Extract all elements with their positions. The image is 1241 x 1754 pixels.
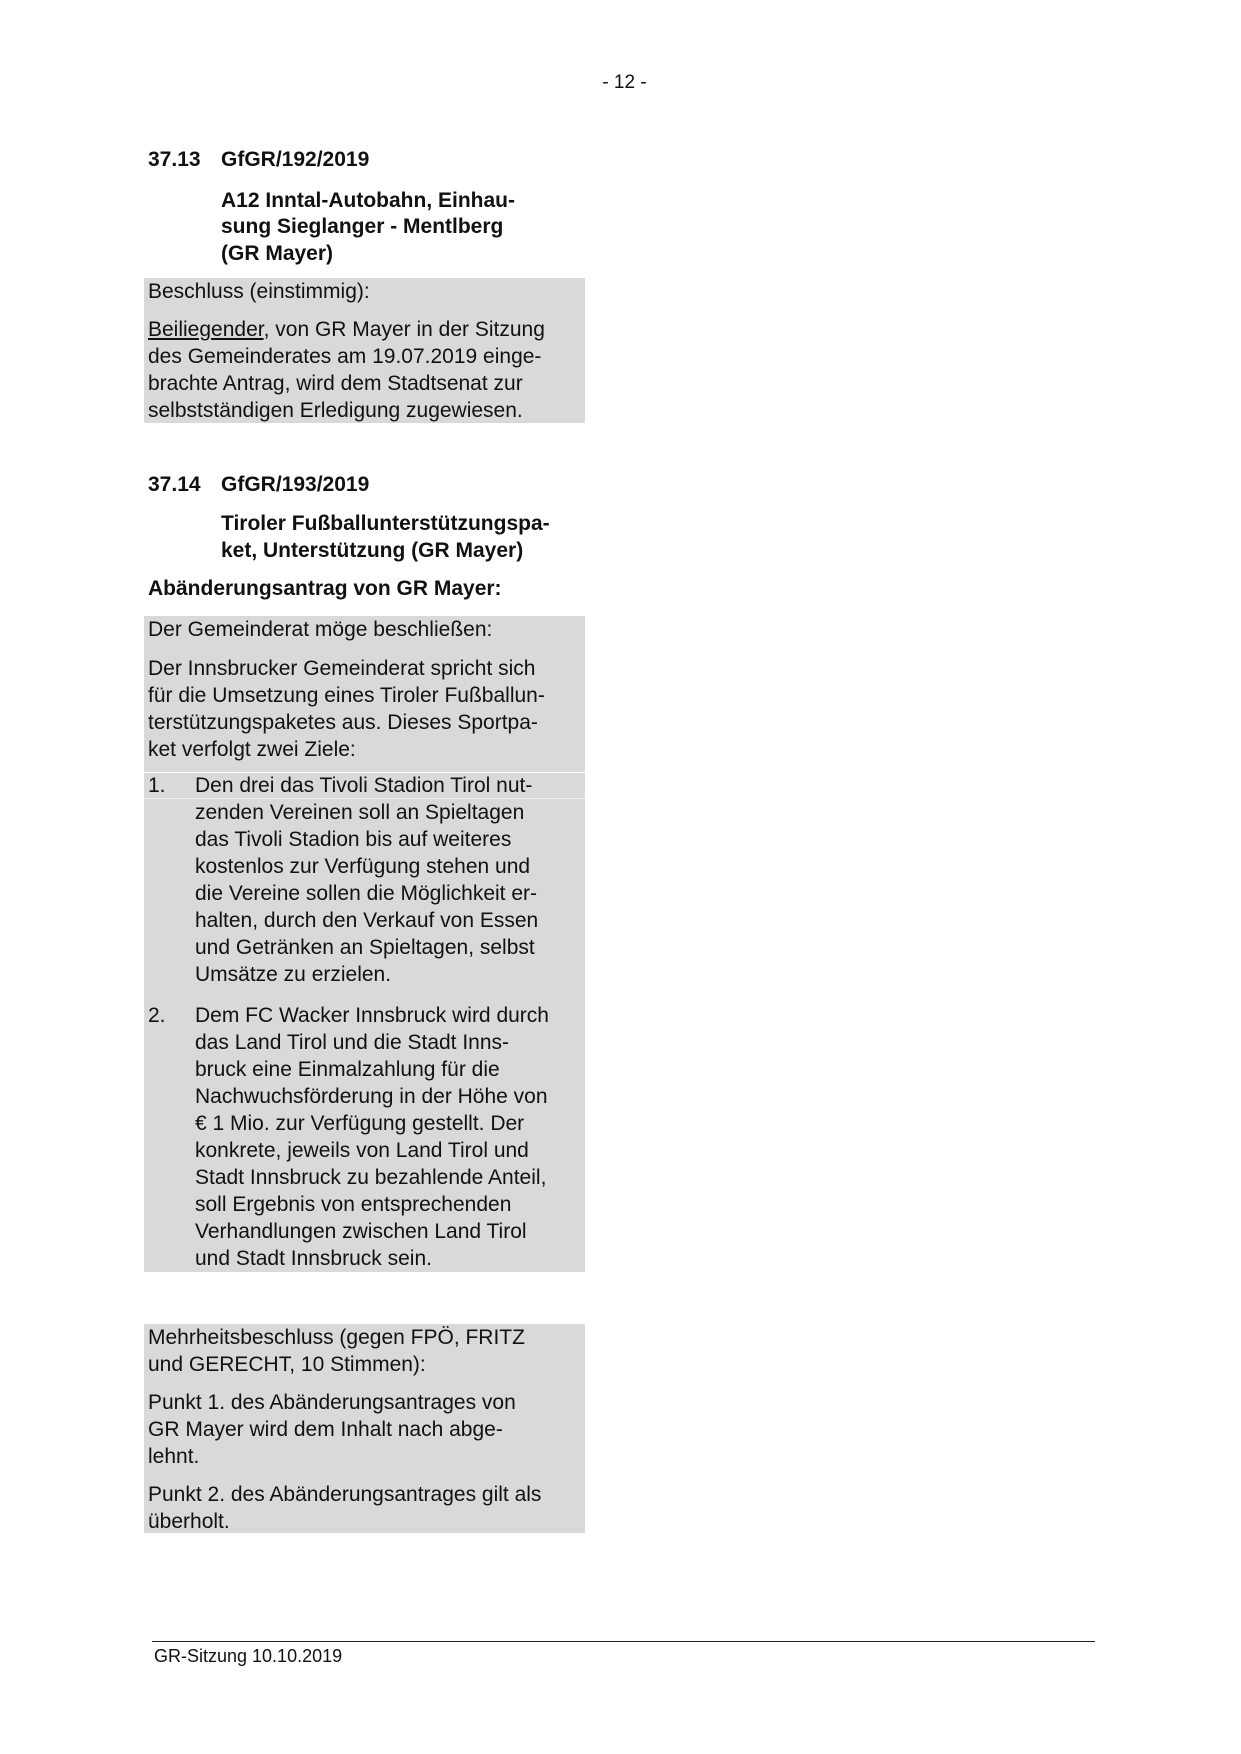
item-number: 37.14: [148, 473, 201, 496]
list-number: 2.: [148, 1004, 166, 1027]
item-number: 37.13: [148, 148, 201, 171]
point-line: Stadt Innsbruck zu bezahlende Anteil,: [195, 1166, 547, 1189]
item-title: [221, 510, 550, 564]
point-line: Dem FC Wacker Innsbruck wird durch: [195, 1004, 549, 1027]
decision-label: und GERECHT, 10 Stimmen):: [148, 1353, 426, 1376]
point-line: Verhandlungen zwischen Land Tirol: [195, 1220, 527, 1243]
decision-line: Punkt 1. des Abänderungsantrages von: [148, 1391, 516, 1414]
decision-label: Mehrheitsbeschluss (gegen FPÖ, FRITZ: [148, 1326, 525, 1349]
point-line: halten, durch den Verkauf von Essen: [195, 909, 539, 932]
underlined-word: Beiliegender: [148, 318, 264, 341]
point-line: kostenlos zur Verfügung stehen und: [195, 855, 531, 878]
point-line: zenden Vereinen soll an Spieltagen: [195, 801, 525, 824]
point-line: Umsätze zu erzielen.: [195, 963, 392, 986]
decision-line: [148, 316, 545, 343]
decision-line: lehnt.: [148, 1445, 200, 1468]
point-line: bruck eine Einmalzahlung für die: [195, 1058, 500, 1081]
decision-box: [144, 1324, 585, 1533]
list-number: 1.: [148, 774, 166, 797]
motion-line: ket verfolgt zwei Ziele:: [148, 738, 356, 761]
title-line: Tiroler Fußballunterstützungspa-: [221, 512, 550, 535]
motion-line: terstützungspaketes aus. Dieses Sportpa-: [148, 711, 538, 734]
point-line: € 1 Mio. zur Verfügung gestellt. Der: [195, 1112, 525, 1135]
footer-text: GR-Sitzung 10.10.2019: [154, 1646, 343, 1666]
title-line: (GR Mayer): [221, 242, 334, 265]
decision-line: GR Mayer wird dem Inhalt nach abge-: [148, 1418, 503, 1441]
item-reference: GfGR/192/2019: [221, 148, 370, 171]
point-line: die Vereine sollen die Möglichkeit er-: [195, 882, 538, 905]
point-line: und Getränken an Spieltagen, selbst: [195, 936, 535, 959]
decision-line: Punkt 2. des Abänderungsantrages gilt als: [148, 1483, 542, 1506]
decision-text: , von GR Mayer in der Sitzung: [263, 318, 545, 341]
point-line: Nachwuchsförderung in der Höhe von: [195, 1085, 548, 1108]
decision-label: Beschluss (einstimmig):: [148, 280, 370, 303]
title-line: sung Sieglanger - Mentlberg: [221, 215, 504, 238]
motion-line: Der Innsbrucker Gemeinderat spricht sich: [148, 657, 536, 680]
motion-box: [144, 616, 585, 1272]
point-line: konkrete, jeweils von Land Tirol und: [195, 1139, 529, 1162]
motion-intro: Der Gemeinderat möge beschließen:: [148, 618, 493, 641]
point-line: Den drei das Tivoli Stadion Tirol nut-: [195, 774, 533, 797]
decision-box: [144, 278, 585, 423]
point-line: das Land Tirol und die Stadt Inns-: [195, 1031, 510, 1054]
decision-line: brachte Antrag, wird dem Stadtsenat zur: [148, 372, 523, 395]
motion-line: für die Umsetzung eines Tiroler Fußballun-: [148, 684, 545, 707]
page-number-text: - 12 -: [602, 72, 647, 93]
footer-divider: [152, 1641, 1095, 1642]
item-title: [221, 187, 515, 267]
title-line: ket, Unterstützung (GR Mayer): [221, 539, 524, 562]
decision-line: des Gemeinderates am 19.07.2019 einge-: [148, 345, 542, 368]
item-reference: GfGR/193/2019: [221, 473, 370, 496]
point-line: soll Ergebnis von entsprechenden: [195, 1193, 512, 1216]
decision-line: überholt.: [148, 1510, 230, 1533]
title-line: A12 Inntal-Autobahn, Einhau-: [221, 189, 515, 212]
amendment-heading: Abänderungsantrag von GR Mayer:: [148, 577, 502, 600]
page-number: [0, 72, 1241, 94]
point-line: und Stadt Innsbruck sein.: [195, 1247, 432, 1270]
decision-line: selbstständigen Erledigung zugewiesen.: [148, 399, 523, 422]
point-line: das Tivoli Stadion bis auf weiteres: [195, 828, 512, 851]
